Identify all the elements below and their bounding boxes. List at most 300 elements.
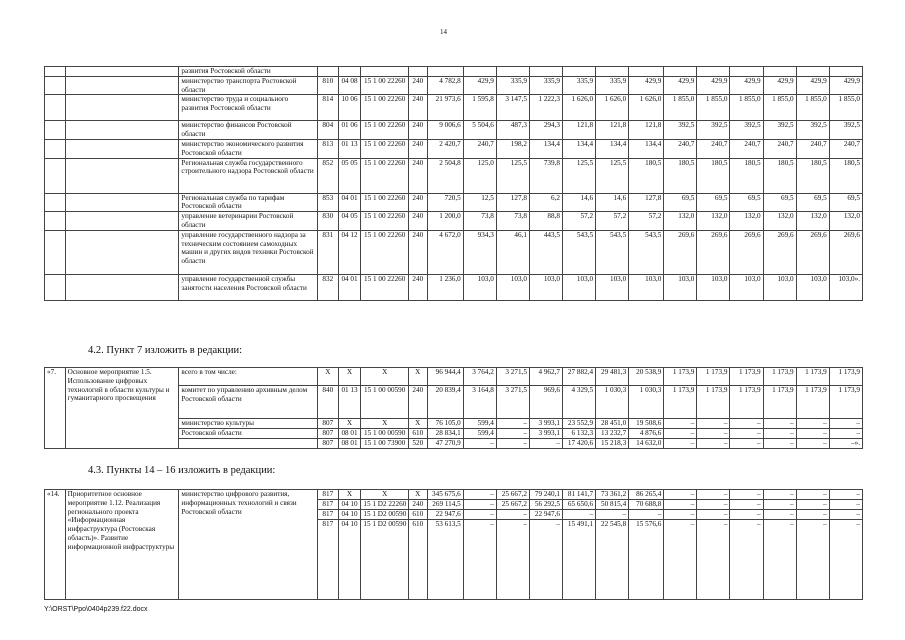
amount-cell: 6,2 [529,193,562,212]
amount-cell: 69,5 [697,193,730,212]
code-cell: 04 01 [338,193,361,212]
amount-cell: 3 764,2 [463,368,496,386]
amount-cell: 294,3 [529,121,562,140]
amount-cell: – [763,439,796,449]
amount-cell: 1 173,9 [763,386,796,419]
code-cell: X [338,490,361,500]
amount-cell: 392,5 [763,121,796,140]
code-cell: 817 [317,520,338,600]
amount-cell: – [563,510,596,520]
amount-cell: 543,5 [629,230,664,274]
amount-cell: – [829,500,862,510]
amount-cell [496,67,529,77]
code-cell [408,67,427,77]
empty-cell [45,121,66,140]
amount-cell: 2 420,7 [427,139,463,158]
table-row [45,212,863,231]
code-cell: 15 1 00 22260 [361,193,409,212]
amount-cell: 1 173,9 [730,386,763,419]
amount-cell: 103,0 [596,274,629,300]
amount-cell: 1 200,0 [427,212,463,231]
amount-cell: – [796,490,829,500]
amount-cell: 103,0 [664,274,697,300]
amount-cell: 73,8 [463,212,496,231]
amount-cell: – [664,419,697,429]
table-row [45,274,863,300]
code-cell: X [338,419,361,429]
code-cell: X [361,368,409,386]
empty-cell [65,193,179,212]
amount-cell: 57,2 [629,212,664,231]
amount-cell: 69,5 [664,193,697,212]
code-cell: 15 1 00 00590 [361,429,409,439]
amount-cell: 14,6 [596,193,629,212]
amount-cell: – [697,500,730,510]
amount-cell: 1 173,9 [763,368,796,386]
amount-cell: 1 855,0 [796,95,829,121]
amount-cell: 134,4 [529,139,562,158]
amount-cell: 69,5 [730,193,763,212]
amount-cell: 132,0 [796,212,829,231]
organization-cell: управление ветеринарии Ростовской области [179,212,318,231]
code-cell: 807 [317,419,338,429]
amount-cell: – [529,520,562,600]
code-cell: 15 1 00 22260 [361,95,409,121]
amount-cell: – [664,510,697,520]
code-cell [338,67,361,77]
amount-cell: – [664,429,697,439]
amount-cell: 599,4 [463,419,496,429]
amount-cell [529,67,562,77]
amount-cell [629,67,664,77]
amount-cell: 103,0». [829,274,862,300]
code-cell: 04 10 [338,520,361,600]
amount-cell: 73,8 [496,212,529,231]
amount-cell: – [730,500,763,510]
amount-cell: 69,5 [763,193,796,212]
code-cell: X [408,419,427,429]
amount-cell: 240,7 [697,139,730,158]
empty-cell [45,274,66,300]
amount-cell: 20 538,9 [629,368,664,386]
amount-cell: 392,5 [796,121,829,140]
amount-cell: 1 173,9 [697,368,730,386]
amount-cell: 103,0 [463,274,496,300]
activity-name: Основное мероприятие 1.5. Использование цифровых технологий в области культуры и гуманитарного просвещения [65,368,179,449]
amount-cell [596,67,629,77]
amount-cell: 50 815,4 [596,500,629,510]
code-cell: 15 1 00 22260 [361,121,409,140]
code-cell: 15 1 00 22260 [361,230,409,274]
amount-cell: 15 576,6 [629,520,664,600]
amount-cell: – [496,429,529,439]
amount-cell: 335,9 [496,76,529,95]
code-cell: 15 1 00 22260 [361,139,409,158]
organization-cell: управление государственного надзора за техническим состоянием самоходных машин и других видов техники Ростовской области [179,230,318,274]
funding-table-continued [44,66,863,301]
amount-cell: – [763,419,796,429]
empty-cell [65,67,179,77]
amount-cell: 1 855,0 [829,95,862,121]
organization-cell [179,439,318,449]
amount-cell: 103,0 [763,274,796,300]
amount-cell: 1 173,9 [664,386,697,419]
code-cell [361,67,409,77]
code-cell: 817 [317,500,338,510]
organization-cell: министерство финансов Ростовской области [179,121,318,140]
code-cell: 04 05 [338,212,361,231]
code-cell: 817 [317,510,338,520]
amount-cell: 25 667,2 [496,490,529,500]
code-cell: 01 06 [338,121,361,140]
amount-cell: – [697,419,730,429]
amount-cell: 2 504,8 [427,158,463,193]
amount-cell: 57,2 [596,212,629,231]
amount-cell: – [697,510,730,520]
amount-cell: 429,9 [463,76,496,95]
amount-cell: 1 173,9 [829,368,862,386]
amount-cell: 76 105,0 [427,419,463,429]
amount-cell: – [796,520,829,600]
amount-cell: 121,8 [629,121,664,140]
amount-cell: 3 993,1 [529,429,562,439]
amount-cell: 132,0 [829,212,862,231]
amount-cell: 240,7 [664,139,697,158]
amount-cell: 88,8 [529,212,562,231]
amount-cell: 121,8 [563,121,596,140]
amount-cell: 429,9 [829,76,862,95]
amount-cell: 125,5 [496,158,529,193]
amount-cell: 103,0 [796,274,829,300]
amount-cell [463,67,496,77]
amount-cell: 73 361,2 [596,490,629,500]
organization-cell: Региональная служба государственного строительного надзора Ростовской области [179,158,318,193]
amount-cell: 125,5 [563,158,596,193]
amount-cell: 335,9 [563,76,596,95]
empty-cell [45,193,66,212]
organization-cell: министерство цифрового развития, информационных технологий и связи Ростовской области [179,490,318,600]
amount-cell: – [730,439,763,449]
amount-cell: – [796,429,829,439]
amount-cell: 134,4 [563,139,596,158]
page-number: 14 [440,28,447,36]
code-cell: 240 [408,274,427,300]
amount-cell: – [829,520,862,600]
table-row [45,95,863,121]
activity-14-table [44,489,863,600]
amount-cell: 96 944,4 [427,368,463,386]
amount-cell: – [596,510,629,520]
amount-cell: – [496,510,529,520]
code-cell: 08 01 [338,429,361,439]
amount-cell: 240,7 [730,139,763,158]
amount-cell: 15 491,1 [563,520,596,600]
amount-cell: – [829,490,862,500]
amount-cell: – [763,429,796,439]
amount-cell: 429,9 [629,76,664,95]
amount-cell: 934,3 [463,230,496,274]
amount-cell: – [763,490,796,500]
organization-cell: всего в том числе: [179,368,318,386]
code-cell: 04 10 [338,500,361,510]
code-cell: 01 13 [338,139,361,158]
amount-cell: 240,7 [463,139,496,158]
amount-cell: – [730,419,763,429]
code-cell: 15 1 00 73900 [361,439,409,449]
amount-cell: 429,9 [664,76,697,95]
amount-cell: 335,9 [529,76,562,95]
empty-cell [65,212,179,231]
code-cell: 817 [317,490,338,500]
amount-cell: 5 504,6 [463,121,496,140]
amount-cell: – [697,429,730,439]
code-cell: 832 [317,274,338,300]
amount-cell: 79 240,1 [529,490,562,500]
amount-cell: 720,5 [427,193,463,212]
amount-cell: 134,4 [629,139,664,158]
amount-cell: – [664,439,697,449]
amount-cell: 134,4 [596,139,629,158]
amount-cell: 1 626,0 [596,95,629,121]
amount-cell: 180,5 [664,158,697,193]
empty-cell [45,230,66,274]
code-cell: 831 [317,230,338,274]
amount-cell: 487,3 [496,121,529,140]
amount-cell: – [829,510,862,520]
code-cell: 807 [317,429,338,439]
amount-cell: – [763,520,796,600]
amount-cell: 13 232,7 [596,429,629,439]
amount-cell: – [796,419,829,429]
amount-cell: 103,0 [629,274,664,300]
amount-cell: – [463,439,496,449]
amount-cell [730,67,763,77]
item-number: «14. [45,490,66,600]
code-cell: 814 [317,95,338,121]
code-cell: 810 [317,76,338,95]
amount-cell: 1 030,3 [596,386,629,419]
code-cell: 610 [408,520,427,600]
code-cell [317,67,338,77]
organization-cell: министерство экономического развития Ростовской области [179,139,318,158]
amount-cell: 20 839,4 [427,386,463,419]
table-row [45,76,863,95]
amount-cell: – [829,429,862,439]
amount-cell: 103,0 [730,274,763,300]
amount-cell: – [664,520,697,600]
table-row [45,67,863,77]
amount-cell: – [763,510,796,520]
table-row [45,121,863,140]
organization-cell: Ростовской области [179,429,318,439]
amount-cell: – [730,429,763,439]
amount-cell: 81 141,7 [563,490,596,500]
empty-cell [45,95,66,121]
amount-cell: 180,5 [629,158,664,193]
code-cell: 05 05 [338,158,361,193]
amount-cell: 69,5 [796,193,829,212]
empty-cell [45,67,66,77]
amount-cell: – [529,439,562,449]
amount-cell: 198,2 [496,139,529,158]
amount-cell: 69,5 [829,193,862,212]
amount-cell: 21 973,6 [427,95,463,121]
organization-cell: управление государственной службы занятости населения Ростовской области [179,274,318,300]
code-cell: 610 [408,429,427,439]
code-cell: 15 1 00 22260 [361,76,409,95]
organization-cell: развития Ростовской области [179,67,318,77]
amount-cell: 57,2 [563,212,596,231]
amount-cell: 46,1 [496,230,529,274]
amount-cell: 1 855,0 [763,95,796,121]
empty-cell [65,76,179,95]
amount-cell: 392,5 [730,121,763,140]
amount-cell: – [463,500,496,510]
code-cell: 240 [408,95,427,121]
amount-cell [664,67,697,77]
amount-cell: 240,7 [829,139,862,158]
amount-cell: 121,8 [596,121,629,140]
code-cell: 840 [317,386,338,419]
code-cell: 813 [317,139,338,158]
amount-cell: 3 271,5 [496,368,529,386]
amount-cell: 127,8 [629,193,664,212]
amount-cell: – [763,500,796,510]
amount-cell: 4 876,6 [629,429,664,439]
code-cell: 240 [408,158,427,193]
amount-cell: 1 236,0 [427,274,463,300]
item-number: «7. [45,368,66,449]
amount-cell: – [463,520,496,600]
amount-cell: – [496,520,529,600]
amount-cell: 345 675,6 [427,490,463,500]
code-cell: X [361,490,409,500]
code-cell: X [408,490,427,500]
code-cell: 10 06 [338,95,361,121]
amount-cell: 125,0 [463,158,496,193]
code-cell: X [361,419,409,429]
amount-cell: – [829,419,862,429]
section-heading-4-2: 4.2. Пункт 7 изложить в редакции: [88,345,242,356]
amount-cell: 269,6 [829,230,862,274]
amount-cell: 19 508,6 [629,419,664,429]
organization-cell: министерство труда и социального развития Ростовской области [179,95,318,121]
amount-cell: –». [829,439,862,449]
code-cell: 240 [408,139,427,158]
file-path-footer: Y:\ORST\Ppo\0404p239.f22.docx [44,606,148,613]
code-cell: X [408,368,427,386]
code-cell: 04 10 [338,510,361,520]
amount-cell: – [796,500,829,510]
amount-cell: 969,6 [529,386,562,419]
code-cell: 15 1 00 22260 [361,212,409,231]
amount-cell: 240,7 [763,139,796,158]
amount-cell: 53 613,5 [427,520,463,600]
amount-cell: 27 882,4 [563,368,596,386]
amount-cell: 4 672,0 [427,230,463,274]
amount-cell: – [730,490,763,500]
code-cell: X [317,368,338,386]
amount-cell: 1 626,0 [563,95,596,121]
amount-cell: 3 164,8 [463,386,496,419]
amount-cell: 86 265,4 [629,490,664,500]
amount-cell: 14,6 [563,193,596,212]
amount-cell: 56 292,5 [529,500,562,510]
amount-cell: 28 834,1 [427,429,463,439]
amount-cell: 103,0 [563,274,596,300]
amount-cell: 1 595,8 [463,95,496,121]
amount-cell: – [463,510,496,520]
amount-cell: 392,5 [829,121,862,140]
amount-cell: – [697,490,730,500]
amount-cell: 269,6 [697,230,730,274]
organization-cell: министерство транспорта Ростовской области [179,76,318,95]
amount-cell: 392,5 [697,121,730,140]
amount-cell: 1 626,0 [629,95,664,121]
amount-cell: 269 114,5 [427,500,463,510]
empty-cell [45,76,66,95]
amount-cell: 443,5 [529,230,562,274]
amount-cell: 3 147,5 [496,95,529,121]
amount-cell: – [697,439,730,449]
table-row [45,368,863,386]
code-cell: 240 [408,500,427,510]
empty-cell [65,274,179,300]
amount-cell: 4 962,7 [529,368,562,386]
amount-cell: – [730,520,763,600]
amount-cell [763,67,796,77]
code-cell: 04 01 [338,274,361,300]
amount-cell: 70 688,8 [629,500,664,510]
amount-cell: 1 222,3 [529,95,562,121]
amount-cell: 429,9 [697,76,730,95]
amount-cell: 1 173,9 [796,368,829,386]
amount-cell: 132,0 [730,212,763,231]
amount-cell: – [730,510,763,520]
amount-cell: 22 545,8 [596,520,629,600]
amount-cell: 1 173,9 [697,386,730,419]
code-cell: 610 [408,510,427,520]
amount-cell: 180,5 [697,158,730,193]
empty-cell [65,95,179,121]
table-row [45,139,863,158]
empty-cell [65,230,179,274]
amount-cell: 25 667,2 [496,500,529,510]
amount-cell: 14 632,0 [629,439,664,449]
amount-cell: 269,6 [763,230,796,274]
amount-cell: 180,5 [796,158,829,193]
table-row [45,193,863,212]
amount-cell: 132,0 [664,212,697,231]
code-cell: 853 [317,193,338,212]
code-cell: 804 [317,121,338,140]
organization-cell: министерство культуры [179,419,318,429]
amount-cell: 1 855,0 [664,95,697,121]
amount-cell: 180,5 [763,158,796,193]
amount-cell: 3 271,5 [496,386,529,419]
code-cell: 15 1 D2 22260 [361,500,409,510]
amount-cell: – [664,500,697,510]
code-cell: 15 1 00 22260 [361,158,409,193]
amount-cell: 739,8 [529,158,562,193]
code-cell: 240 [408,76,427,95]
empty-cell [65,121,179,140]
amount-cell: 392,5 [664,121,697,140]
code-cell: 240 [408,230,427,274]
code-cell: 15 1 00 22260 [361,274,409,300]
amount-cell: 335,9 [596,76,629,95]
organization-cell: комитет по управлению архивным делом Ростовской области [179,386,318,419]
